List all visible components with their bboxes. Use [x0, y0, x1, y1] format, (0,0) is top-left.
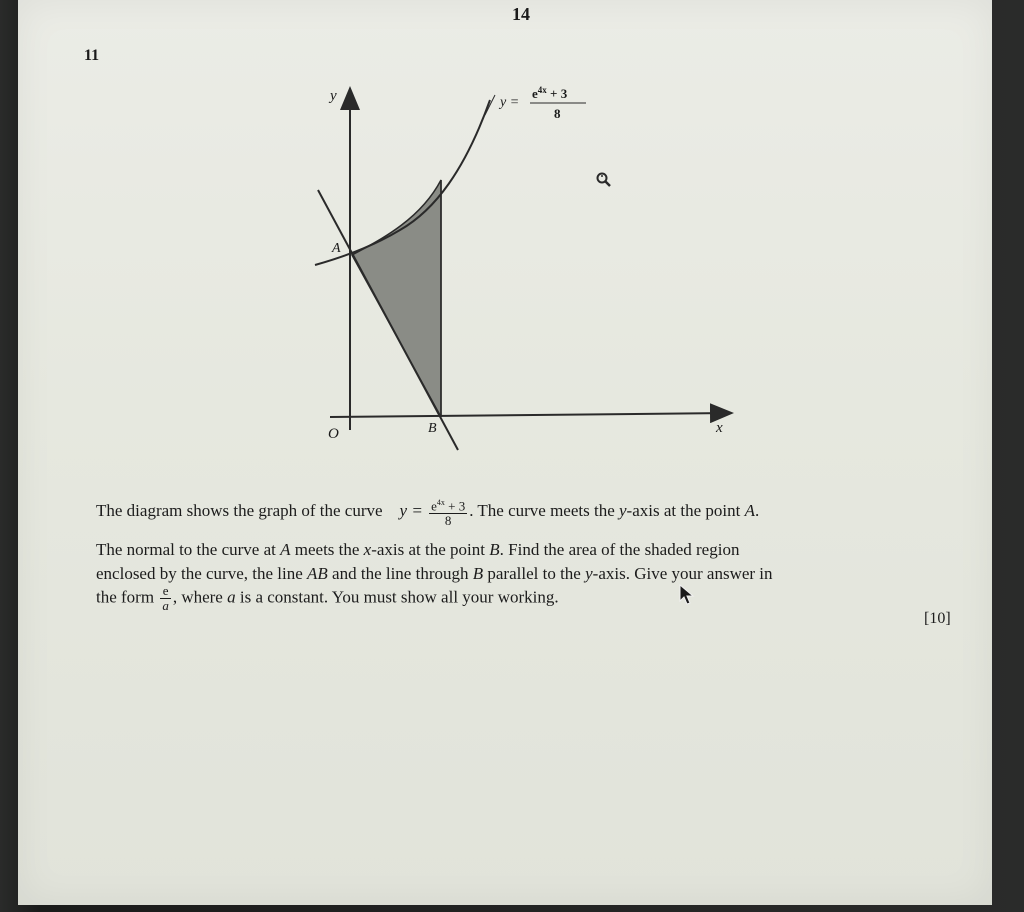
answer-form-fraction: $\frac{e}{a}$ [162, 583, 169, 613]
axis-x-label: x [716, 420, 723, 436]
question-line-2: The normal to the curve at A meets the x-axis at the point B. Find the area of the shaded region [96, 540, 740, 559]
x-axis [330, 413, 730, 417]
curve-diagram [300, 80, 740, 455]
shaded-region [352, 180, 441, 417]
axis-y-label: y [330, 88, 337, 104]
question-line-3: enclosed by the curve, the line AB and the line through B parallel to the y-axis. Give your answer in [96, 564, 773, 583]
marks-label: [10] [924, 610, 951, 627]
curve-label-den: 8 [554, 106, 561, 121]
page-number: 14 [512, 4, 530, 24]
curve-label-lhs: y = [500, 95, 520, 110]
curve-label-num: $e^{4x} + 3$ [532, 85, 568, 101]
origin-label: O [328, 426, 339, 442]
point-a-label: A [332, 241, 341, 256]
zoom-icon[interactable] [596, 172, 612, 188]
curve-label-leader [485, 95, 495, 115]
question-number: 11 [84, 47, 100, 64]
question-line-4: the form $\frac{e}{a}$ , where a is a constant. You must show all your working. [96, 583, 559, 613]
point-b-label: B [428, 421, 437, 436]
mouse-cursor-icon [679, 584, 695, 606]
question-line-1: The diagram shows the graph of the curve y = $\frac{e^{4x} + 3}{8}$ . The curve meets the y-axis at the point A. [96, 498, 760, 529]
equation-fraction: $\frac{e^{4x} + 3}{8}$ [431, 498, 466, 529]
